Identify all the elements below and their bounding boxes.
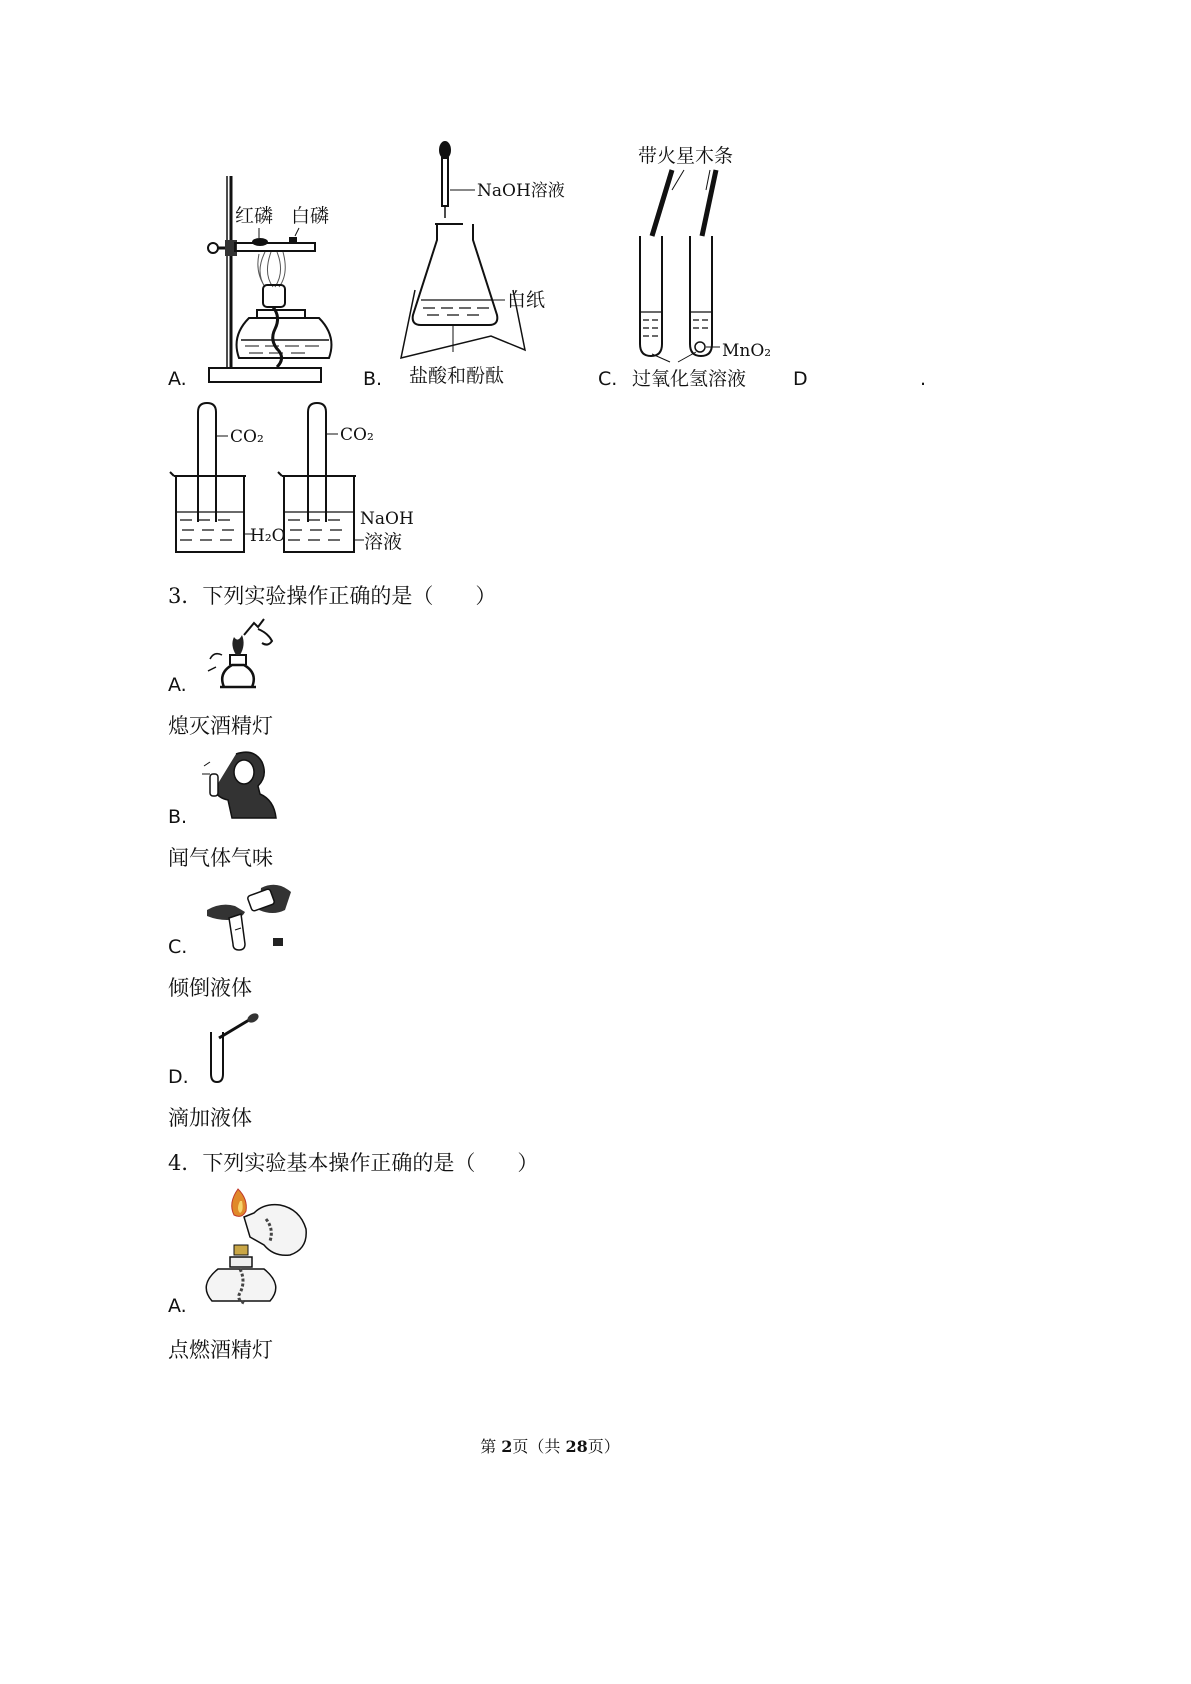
q2-option-d-dot: .: [920, 368, 927, 390]
q4-option-a-label[interactable]: A.: [168, 1295, 187, 1317]
naoh-label-line1: NaOH: [360, 509, 414, 529]
q3-option-d-caption: 滴加液体: [168, 1106, 252, 1130]
white-phosphorus-label: 白磷: [291, 205, 330, 227]
q3-option-c-label[interactable]: C.: [168, 936, 188, 958]
extinguish-lamp-illustration: [200, 615, 280, 690]
q3-question: 3．下列实验操作正确的是（ ）: [168, 584, 497, 608]
q3-option-a-caption: 熄灭酒精灯: [168, 714, 273, 738]
naoh-label-line2: 溶液: [364, 531, 403, 553]
red-phosphorus-label: 红磷: [235, 205, 274, 227]
q2-option-d-label[interactable]: D: [793, 368, 808, 390]
drop-liquid-illustration: [205, 1012, 265, 1084]
q3-option-c-caption: 倾倒液体: [168, 976, 252, 1000]
hcl-phenolphthalein-label: 盐酸和酚酞: [409, 365, 505, 387]
footer-suffix: 页）: [587, 1437, 620, 1456]
co2-left-label: CO₂: [230, 427, 264, 447]
co2-right-label: CO₂: [340, 425, 374, 445]
footer-total-pages: 28: [565, 1437, 588, 1456]
pour-liquid-illustration: [205, 880, 300, 952]
q3-option-d-label[interactable]: D.: [168, 1066, 189, 1088]
glowing-splint-label: 带火星木条: [638, 145, 734, 167]
figure-d-beakers: [168, 400, 428, 560]
q2-option-c-label[interactable]: C.: [598, 368, 618, 390]
naoh-solution-label: NaOH溶液: [477, 181, 565, 201]
q3-option-b-caption: 闻气体气味: [168, 846, 273, 870]
footer-prefix: 第: [480, 1437, 502, 1456]
smell-gas-illustration: [200, 748, 280, 820]
hydrogen-peroxide-label: 过氧化氢溶液: [632, 368, 747, 390]
white-paper-label: 白纸: [507, 289, 546, 311]
q2-option-b-label[interactable]: B.: [363, 368, 383, 390]
mno2-label: MnO₂: [722, 341, 772, 361]
footer-page-number: 2: [501, 1437, 513, 1456]
figure-c-test-tubes: [630, 140, 790, 390]
q3-option-b-label[interactable]: B.: [168, 806, 188, 828]
q4-question: 4．下列实验基本操作正确的是（ ）: [168, 1151, 539, 1175]
figure-b-flask: [395, 140, 575, 387]
footer-middle: 页（共: [512, 1437, 566, 1456]
q2-option-a-label[interactable]: A.: [168, 368, 187, 390]
q4-option-a-caption: 点燃酒精灯: [168, 1338, 273, 1362]
light-lamp-illustration: [200, 1185, 320, 1310]
h2o-label: H₂O: [250, 526, 286, 546]
page-footer: [0, 1434, 1100, 1457]
figure-a-iron-stand: [205, 170, 335, 385]
q3-option-a-label[interactable]: A.: [168, 674, 187, 696]
